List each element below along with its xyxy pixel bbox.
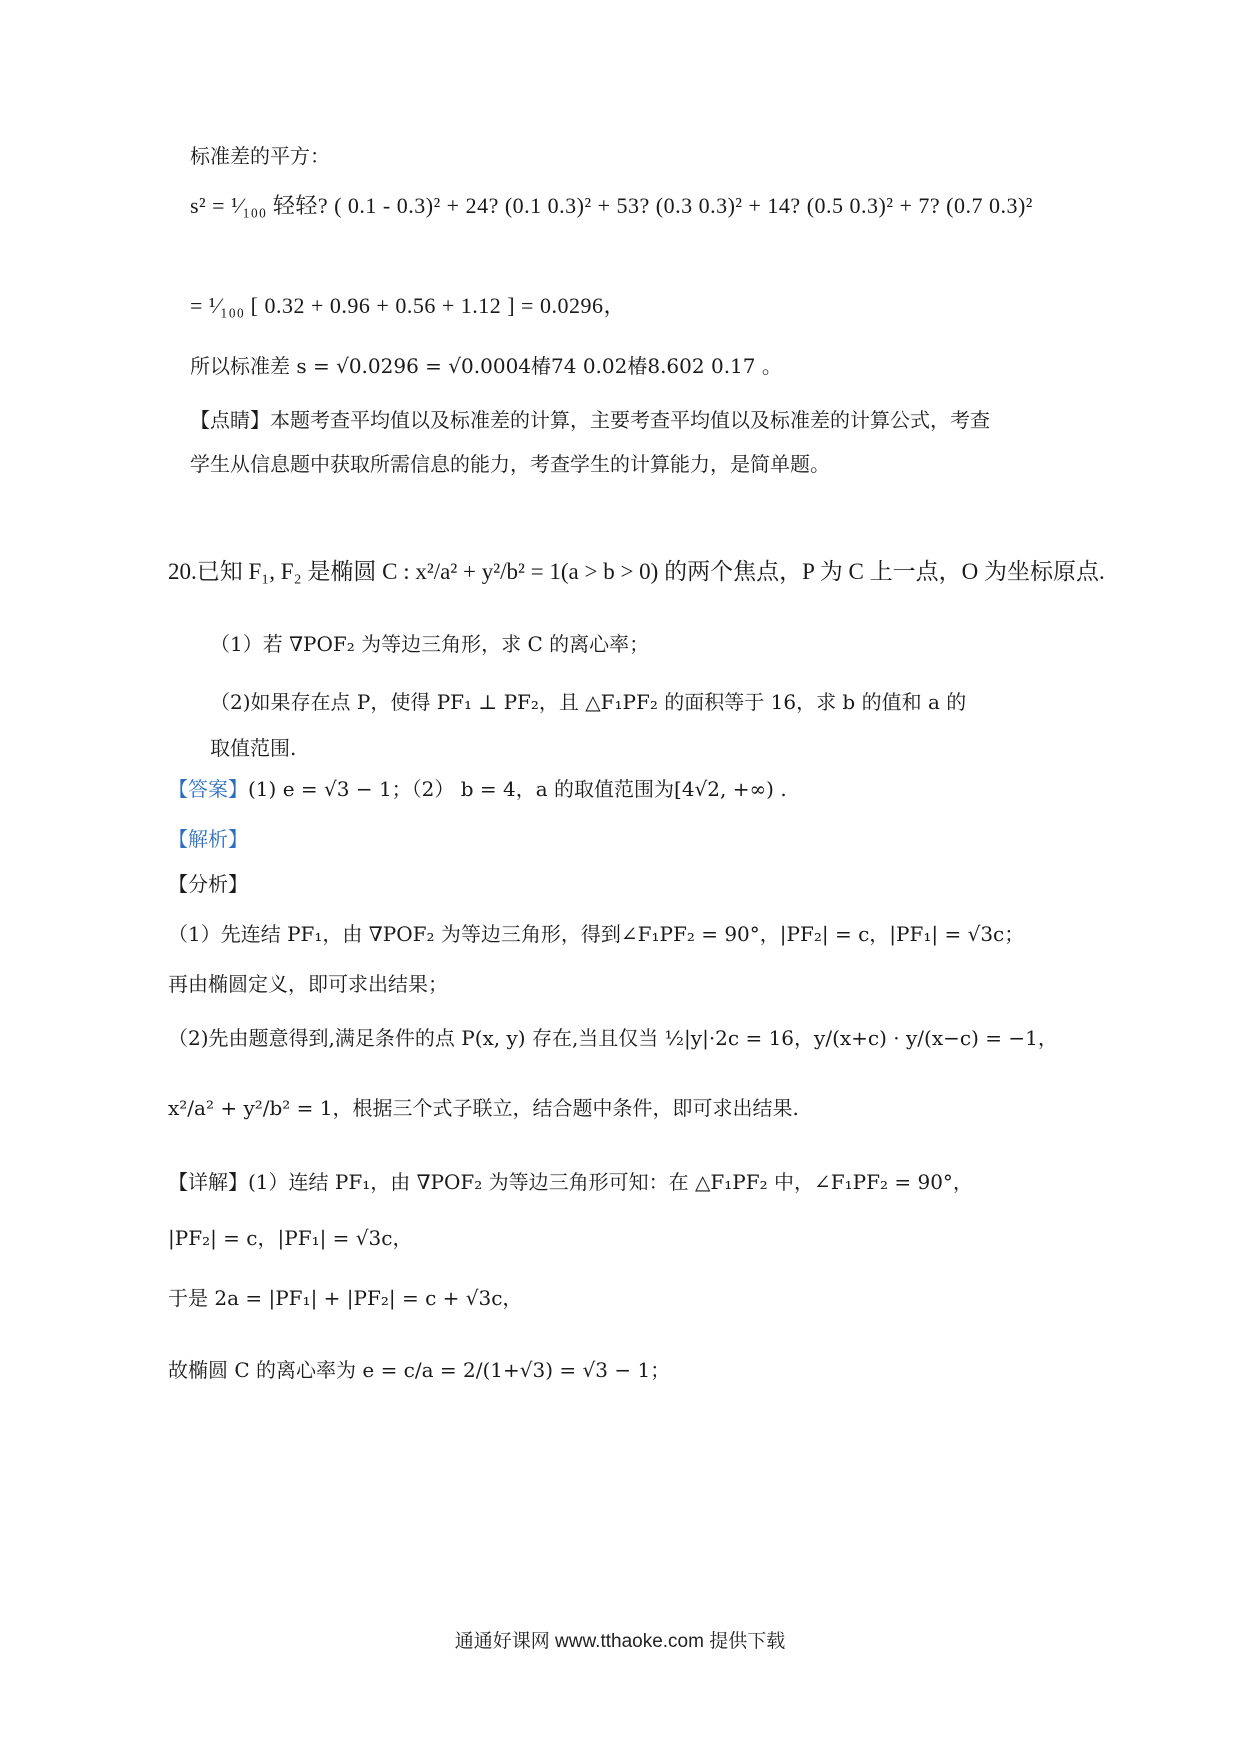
detail-line: 【详解】(1）连结 PF₁，由 ∇POF₂ 为等边三角形可知：在 △F₁PF₂ 中，∠F₁PF₂ = 90°， <box>168 1170 973 1194</box>
question-part-2: （2)如果存在点 P，使得 PF₁ ⊥ PF₂，且 △F₁PF₂ 的面积等于 16，求 b 的值和 a 的 <box>210 690 967 714</box>
question-part-1: （1）若 ∇POF₂ 为等边三角形，求 C 的离心率； <box>210 632 650 656</box>
text-line: 所以标准差 s = √0.0296 = √0.0004椿74 0.02椿8.602 0.17 。 <box>190 354 782 378</box>
analysis-tag: 【解析】 <box>168 827 248 851</box>
comment-line: 【点睛】本题考查平均值以及标准差的计算，主要考查平均值以及标准差的计算公式，考查 <box>190 408 990 432</box>
answer-text: (1) e = √3 − 1；（2） b = 4，a 的取值范围为[4√2, +∞) . <box>248 777 787 801</box>
analysis-line: （2)先由题意得到,满足条件的点 P(x, y) 存在,当且仅当 ½|y|·2c = 16，y/(x+c) · y/(x−c) = −1， <box>168 1026 1058 1050</box>
detail-line: 于是 2a = |PF₁| + |PF₂| = c + √3c， <box>168 1286 523 1310</box>
analysis-line: x²/a² + y²/b² = 1，根据三个式子联立，结合题中条件，即可求出结果. <box>168 1096 799 1120</box>
question-part-2-cont: 取值范围. <box>210 736 297 760</box>
question-title: 20.已知 F₁, F₂ 是椭圆 C : x²/a² + y²/b² = 1(a > b > 0) 的两个焦点，P 为 C 上一点，O 为坐标原点. <box>168 559 1105 584</box>
detail-line: |PF₂| = c，|PF₁| = √3c， <box>168 1226 413 1250</box>
formula-variance: s² = ¹⁄₁₀₀ 轻轻? ( 0.1 - 0.3)² + 24? (0.1 0.3)² + 53? (0.3 0.3)² + 14? (0.5 0.3)² + 7? (0.7 0.3)² <box>190 193 1033 218</box>
answer-line <box>168 773 787 805</box>
comment-line: 学生从信息题中获取所需信息的能力，考查学生的计算能力，是简单题。 <box>190 452 830 476</box>
answer-tag: 【答案】 <box>168 777 248 801</box>
analysis-line: 再由椭圆定义，即可求出结果； <box>168 972 448 996</box>
formula-sum: = ¹⁄₁₀₀ [ 0.32 + 0.96 + 0.56 + 1.12 ] = 0.0296， <box>190 293 626 318</box>
analysis-heading: 【分析】 <box>168 872 248 896</box>
analysis-line: （1）先连结 PF₁，由 ∇POF₂ 为等边三角形，得到∠F₁PF₂ = 90°，|PF₂| = c，|PF₁| = √3c； <box>168 922 1025 946</box>
text-line: 标准差的平方： <box>190 144 330 168</box>
footer: 通通好课网 www.tthaoke.com 提供下载 <box>454 1631 786 1652</box>
detail-line: 故椭圆 C 的离心率为 e = c/a = 2/(1+√3) = √3 − 1； <box>168 1358 671 1382</box>
